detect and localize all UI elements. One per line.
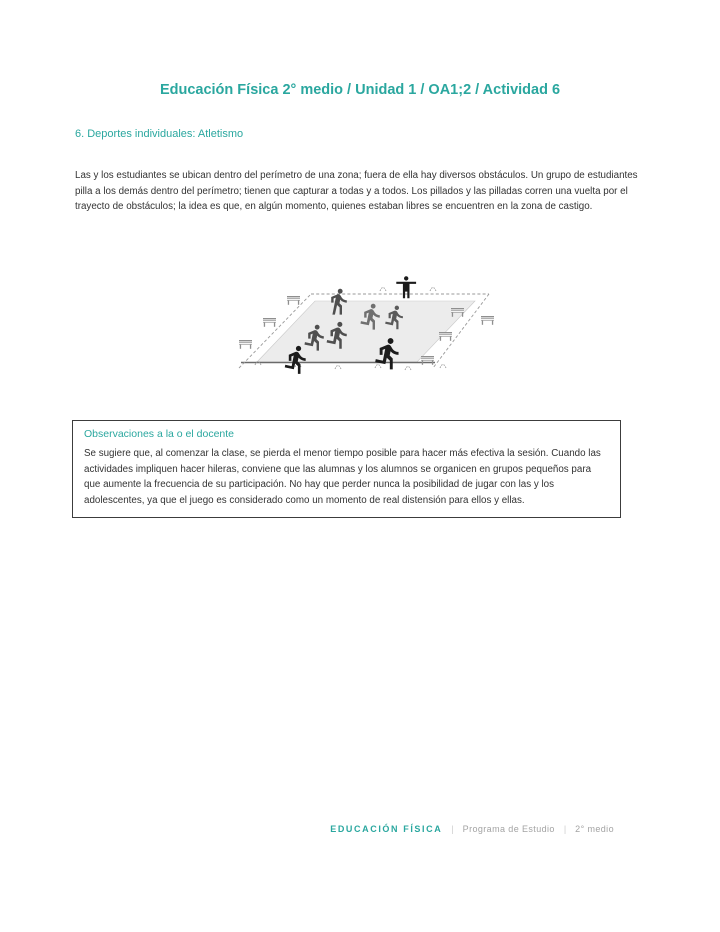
- teacher-observations-box: [72, 420, 621, 518]
- hurdle-icon: [439, 332, 452, 341]
- jumping-figure: [396, 276, 416, 298]
- page-footer: [330, 824, 614, 834]
- footer-grade: 2° medio: [575, 824, 614, 834]
- hurdle-icon: [481, 316, 494, 325]
- hurdle-icon: [263, 318, 276, 327]
- footer-separator: |: [563, 824, 567, 834]
- hurdle-icon: [287, 296, 300, 305]
- play-zone: [257, 301, 475, 362]
- observations-body: Se sugiere que, al comenzar la clase, se pierda el menor tiempo posible para hacer más efectiva la sesión. Cuando las actividades impliquen hacer hileras, conviene que las alumnas y los alumnos se organicen en grupos pequeños para que aumente la frecuencia de su participación. No hay que perder nunca la posibilidad de jugar con las y los adolescentes, ya que el juego es considerado como un momento de real distensión para ellos y ellas.: [84, 448, 601, 506]
- hurdle-icon: [239, 340, 252, 349]
- page-title: Educación Física 2° medio / Unidad 1 / OA1;2 / Actividad 6: [159, 82, 561, 98]
- section-heading: 6. Deportes individuales: Atletismo: [75, 128, 244, 140]
- tag-game-zone-diagram: [235, 256, 505, 404]
- activity-illustration: [235, 256, 505, 404]
- observations-heading: Observaciones a la o el docente: [84, 428, 235, 440]
- footer-program: Programa de Estudio: [462, 824, 555, 834]
- footer-brand: EDUCACIÓN FÍSICA: [330, 824, 443, 834]
- hurdle-icon: [421, 356, 434, 365]
- footer-separator: |: [451, 824, 454, 834]
- intro-paragraph: Las y los estudiantes se ubican dentro del perímetro de una zona; fuera de ella hay diversos obstáculos. Un grupo de estudiantes pilla a los demás dentro del perímetro; tienen que capturar a todas y a todos. Los pillados y las pilladas corren una vuelta por el trayecto de obstáculos; la idea es que, en algún momento, quienes estaban libres se encuentren en la zona de castigo.: [75, 170, 638, 213]
